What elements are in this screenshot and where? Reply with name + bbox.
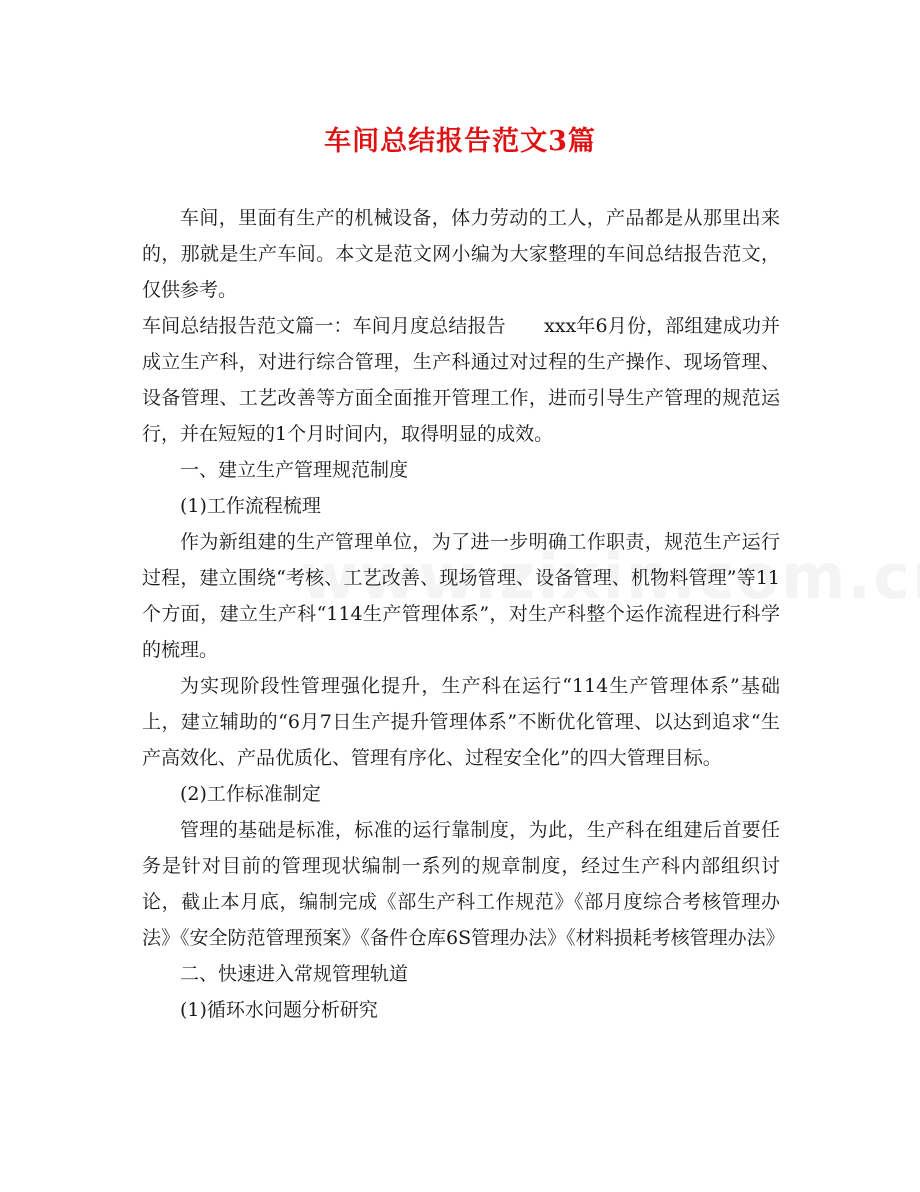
section-heading-2: 二、快速进入常规管理轨道 — [180, 963, 409, 985]
subsection-heading-2-1: (1)循环水问题分析研究 — [180, 999, 378, 1021]
paragraph-intro: 车间，里面有生产的机械设备，体力劳动的工人，产品都是从那里出来的，那就是生产车间。本文是范文网小编为大家整理的车间总结报告范文，仅供参考。 — [142, 207, 780, 301]
subsection-heading-1-1: (1)工作流程梳理 — [180, 495, 321, 517]
paragraph-management-upgrade: 为实现阶段性管理强化提升，生产科在运行“114生产管理体系”基础上，建立辅助的“6月7日生产提升管理体系”不断优化管理、以达到追求“生产高效化、产品优质化、管理有序化、过程安全化”的四大管理目标。 — [142, 675, 780, 769]
paragraph-workflow: 作为新组建的生产管理单位，为了进一步明确工作职责，规范生产运行过程，建立围绕“考核、工艺改善、现场管理、设备管理、机物料管理”等11个方面，建立生产科“114生产管理体系”，对生产科整个运作流程进行科学的梳理。 — [142, 531, 780, 661]
section-heading-1: 一、建立生产管理规范制度 — [180, 459, 409, 481]
paragraph-standards: 管理的基础是标准，标准的运行靠制度，为此，生产科在组建后首要任务是针对目前的管理现状编制一系列的规章制度，经过生产科内部组织讨论，截止本月底，编制完成《部生产科工作规范》《部月度综合考核管理办法》《安全防范管理预案》《备件仓库6S管理办法》《材料损耗考核管理办法》 — [142, 819, 785, 949]
document-body — [142, 200, 785, 1028]
subsection-heading-1-2: (2)工作标准制定 — [180, 783, 321, 805]
document-title: 车间总结报告范文3篇 — [324, 126, 596, 157]
paragraph-report-one: 车间总结报告范文篇一：车间月度总结报告 xxx年6月份，部组建成功并成立生产科，对进行综合管理，生产科通过对过程的生产操作、现场管理、设备管理、工艺改善等方面全面推开管理工作，进而引导生产管理的规范运行，并在短短的1个月时间内，取得明显的成效。 — [142, 315, 780, 445]
